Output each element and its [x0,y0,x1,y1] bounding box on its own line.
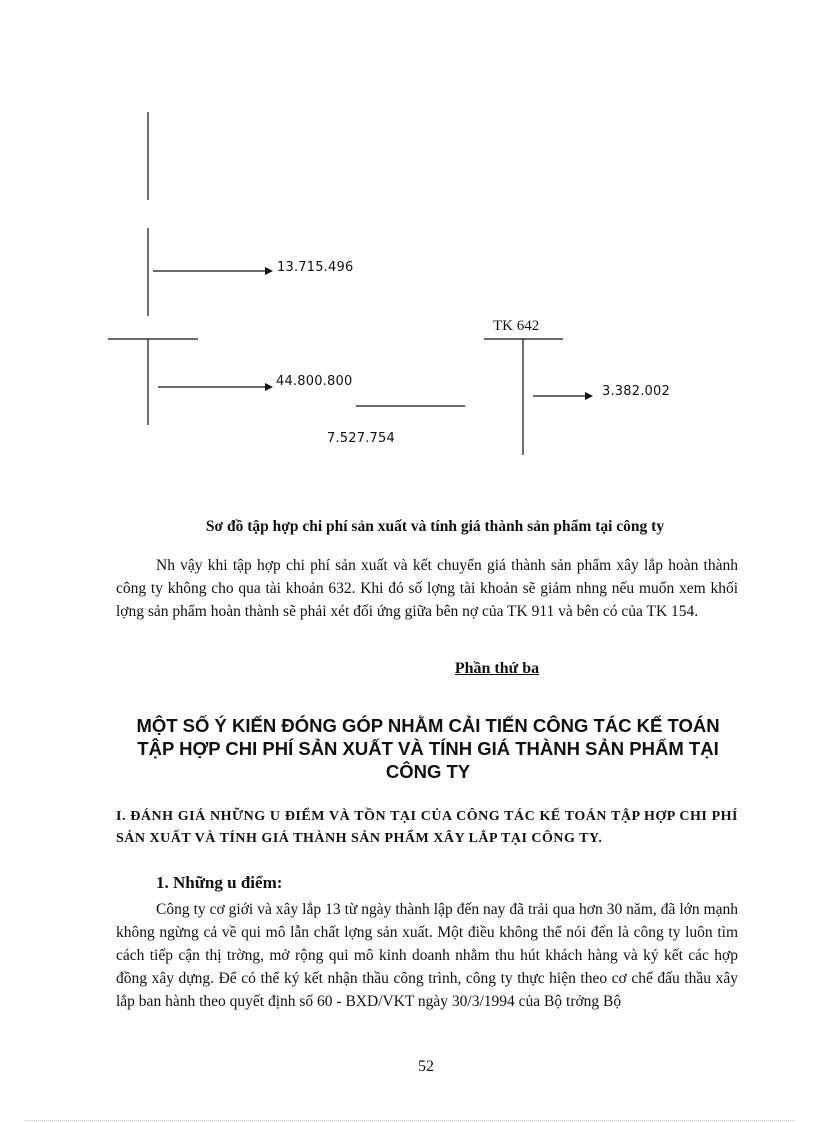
paragraph [116,898,738,1013]
chapter-title: MỘT SỐ Ý KIẾN ĐÓNG GÓP NHẰM CẢI TIẾN CÔNG TÁC KẾ TOÁN TẬP HỢP CHI PHÍ SẢN XUẤT VÀ TÍNH GIÁ THÀNH SẢN PHẨM TẠI CÔNG TY [136,715,720,782]
diagram-caption: Sơ đồ tập hợp chi phí sản xuất và tính giá thành sản phẩm tại công ty [205,518,665,535]
arrow-head-1 [265,267,273,275]
arrow-head-2 [265,383,273,391]
amount-label: 13.715.496 [277,260,354,275]
page-border [25,1120,795,1121]
amount-label: 3.382.002 [602,384,670,399]
account-label: TK 642 [493,318,540,334]
diagram-lines [0,0,816,470]
amount-label: 44.800.800 [276,374,353,389]
paragraph-text: Nh vậy khi tập hợp chi phí sản xuất và kết chuyển giá thành sản phẩm xây lắp hoàn thành công ty không cho qua tài khoản 632. Khi đó số lợng tài khoản sẽ giảm nhng nếu muốn xem khối lợng sản phẩm hoàn thành sẽ phải xét đối ứng giữa bên nợ của TK 911 và bên có của TK 154. [116,557,738,620]
amount-label: 7.527.754 [327,431,395,446]
part-title: Phần thứ ba [454,660,540,677]
page-number: 52 [418,1058,434,1075]
subheading: 1. Những u điểm: [156,873,283,892]
arrow-head-3 [585,392,593,400]
paragraph [116,554,738,623]
accounting-diagram [0,0,816,470]
paragraph-text: Công ty cơ giới và xây lắp 13 từ ngày thành lập đến nay đã trải qua hơn 30 năm, đã lớn mạnh không ngừng cả về qui mô lẫn chất lợng sản xuất. Một điều không thể nói đến là công ty luôn tìm cách tiếp cận thị trờng, mở rộng qui mô kinh doanh nhằm thu hút khách hàng và ký kết các hợp đồng xây dựng. Để có thể ký kết nhận thầu công trình, công ty thực hiện theo cơ chế đấu thầu xây lắp ban hành theo quyết định số 60 - BXD/VKT ngày 30/3/1994 của Bộ trởng Bộ [116,901,738,1010]
section-title: I. ĐÁNH GIÁ NHỮNG U ĐIỂM VÀ TỒN TẠI CỦA CÔNG TÁC KẾ TOÁN TẬP HỢP CHI PHÍ SẢN XUẤT VÀ TÍNH GIÁ THÀNH SẢN PHẨM XÂY LẮP TẠI CÔNG TY. [116,809,738,846]
